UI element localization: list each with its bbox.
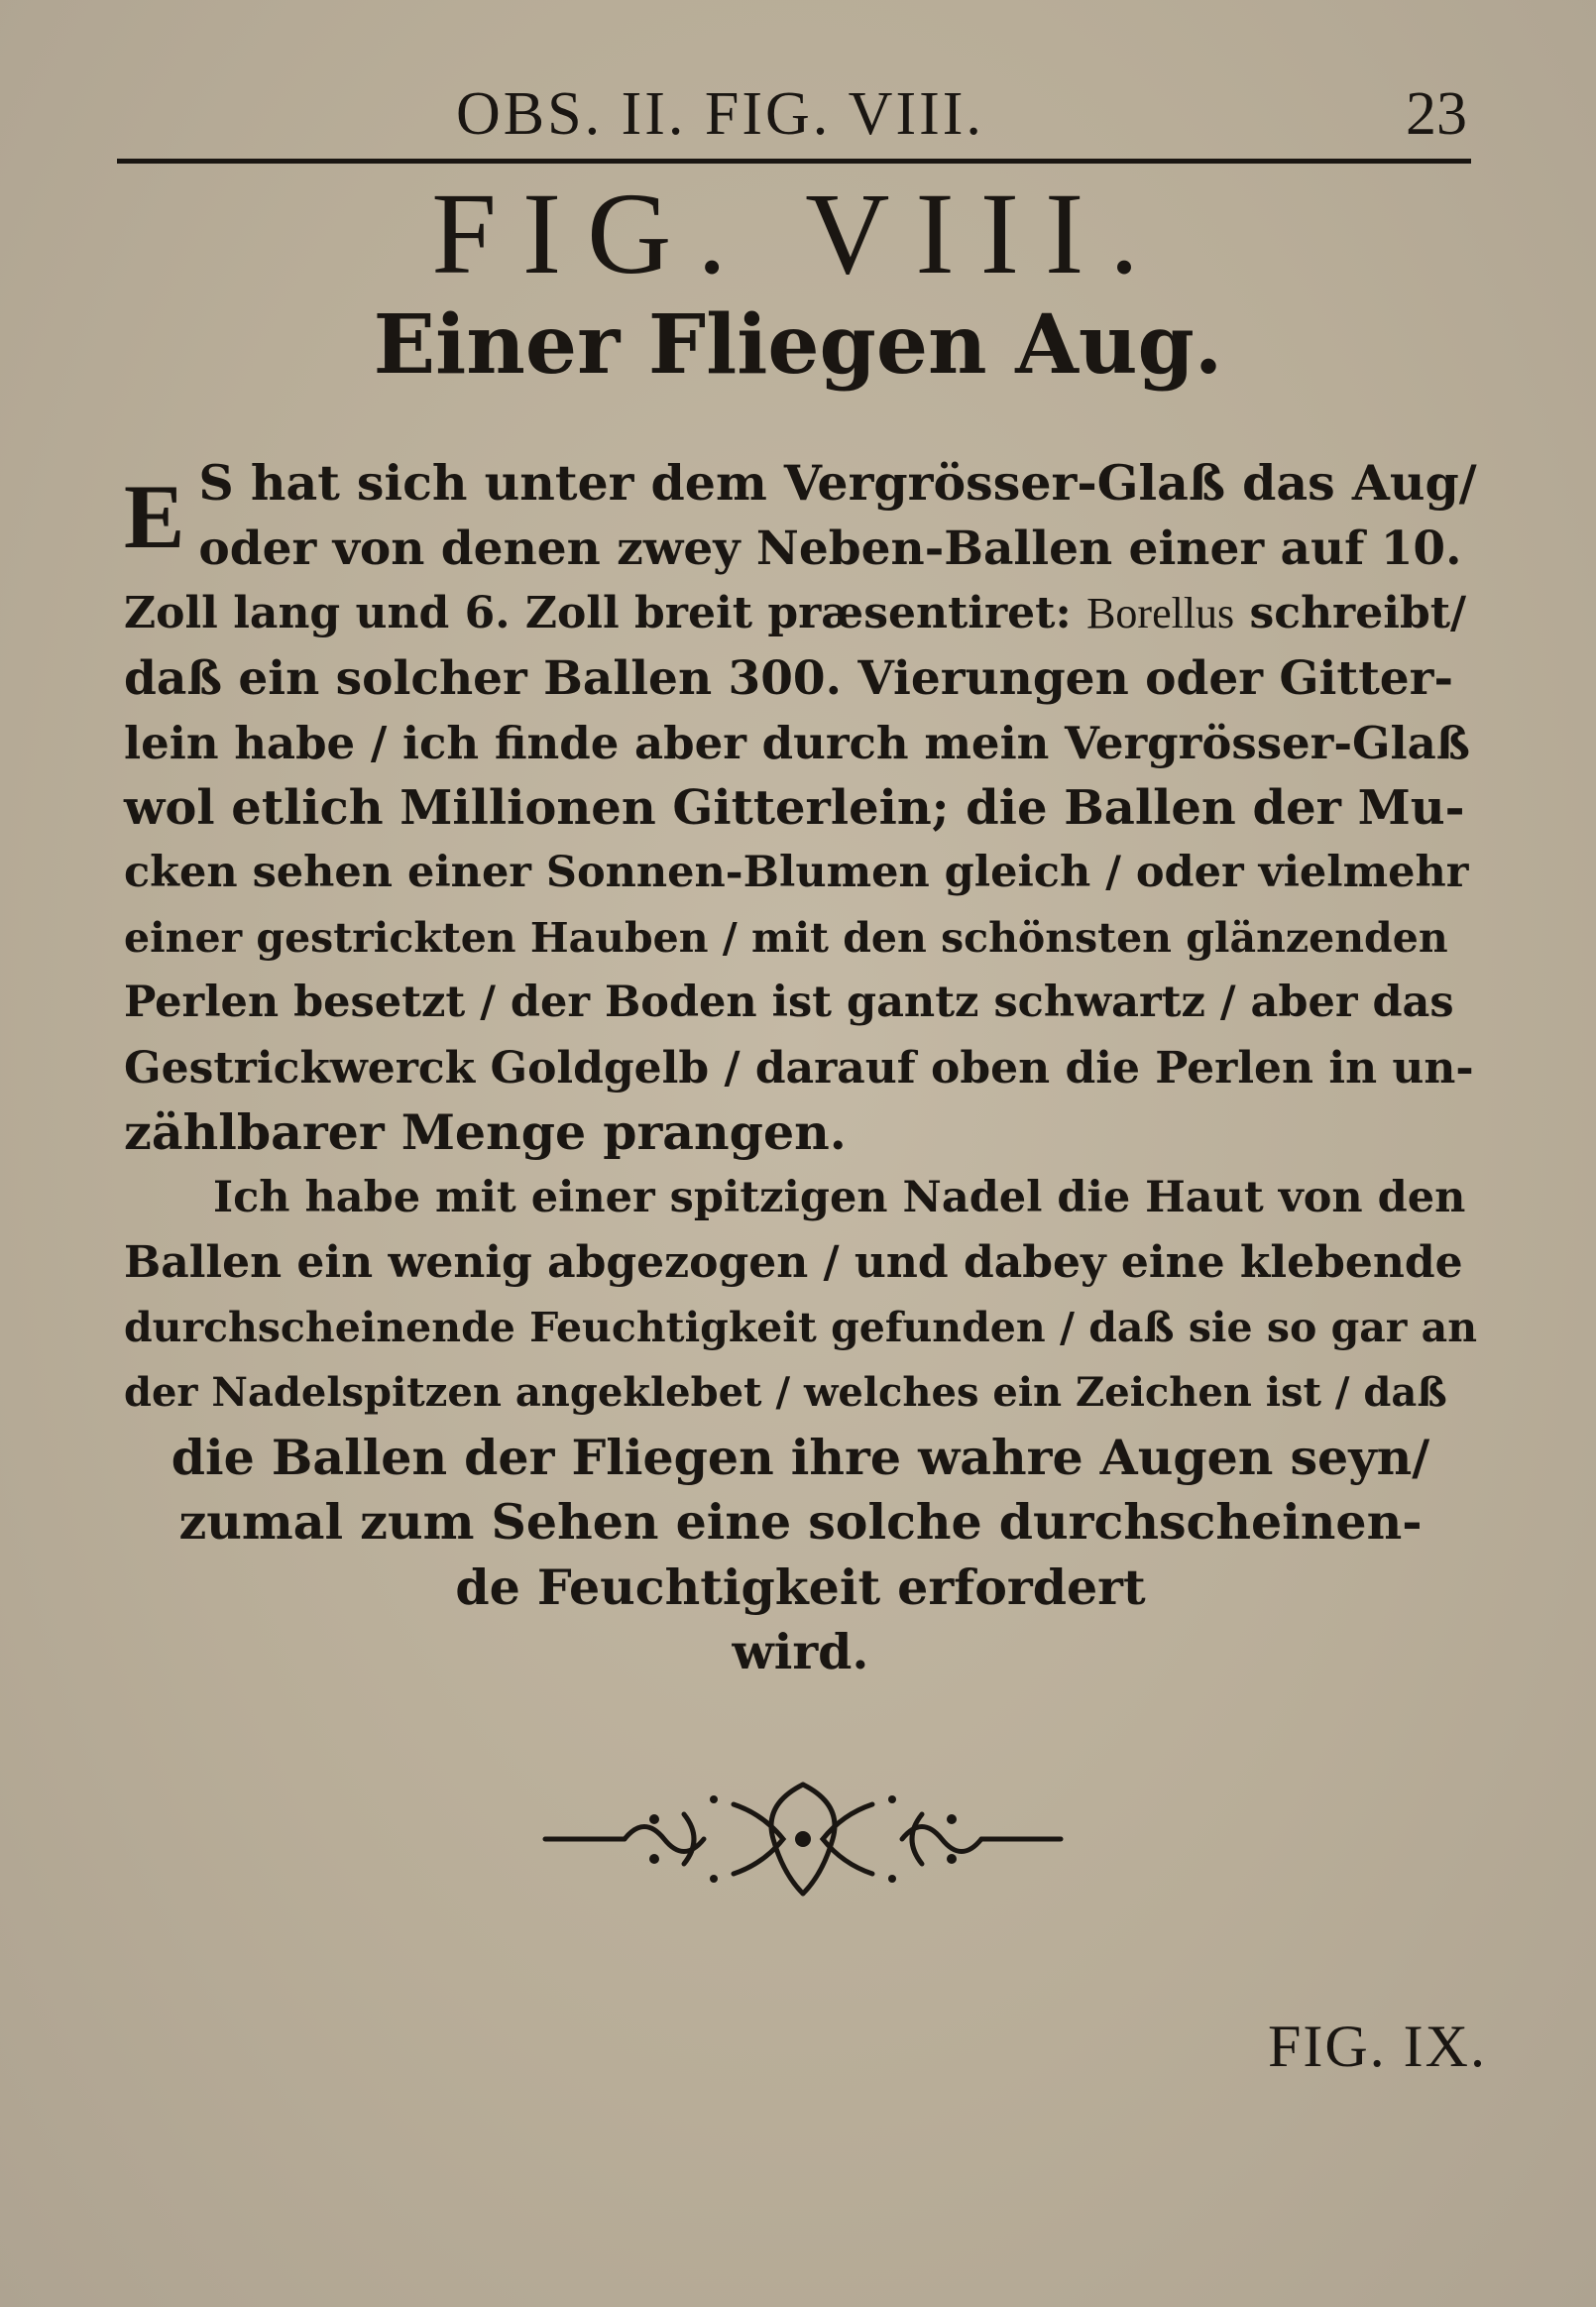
text-line: wol etlich Millionen Gitterlein; die Ballen der Mu- (124, 779, 1465, 836)
text-line: Zoll lang und 6. Zoll breit præsentiret: Borellus schreibt/ (124, 588, 1467, 638)
text-line: der Nadelspitzen angeklebet / welches ein Zeichen ist / daß (124, 1369, 1447, 1416)
next-figure-label: FIG. IX. (1268, 2014, 1487, 2079)
text-line: wird. (732, 1623, 869, 1680)
running-head (119, 79, 1467, 159)
text-line: lein habe / ich finde aber durch mein Vergrösser-Glaß (124, 717, 1470, 769)
text-line: Perlen besetzt / der Boden ist gantz schwartz / aber das (124, 978, 1454, 1027)
text-line: Gestrickwerck Goldgelb / darauf oben die Perlen in un- (124, 1042, 1474, 1094)
running-head-title: OBS. II. FIG. VIII. (456, 80, 984, 148)
text-line: durchscheinende Feuchtigkeit gefunden / daß sie so gar an (124, 1303, 1478, 1351)
header-rule (117, 159, 1471, 164)
text-line: zumal zum Sehen eine solche durchscheinen- (178, 1493, 1423, 1551)
text-line: Ich habe mit einer spitzigen Nadel die Haut von den (213, 1172, 1466, 1222)
text-line: die Ballen der Fliegen ihre wahre Augen seyn/ (171, 1428, 1430, 1486)
drop-cap: E (124, 466, 185, 567)
text-line: zählbarer Menge prangen. (124, 1103, 847, 1161)
page-number: 23 (1406, 80, 1467, 148)
text-line: cken sehen einer Sonnen-Blumen gleich / oder vielmehr (124, 848, 1469, 897)
text-line: de Feuchtigkeit erfordert (455, 1557, 1146, 1616)
body-text (124, 451, 1477, 1685)
latin-name: Borellus (1086, 589, 1235, 637)
text-line: daß ein solcher Ballen 300. Vierungen oder Gitter- (124, 650, 1453, 706)
section-subtitle: Einer Fliegen Aug. (373, 297, 1223, 393)
figure-title: FIG. VIII. (431, 169, 1165, 298)
text-line: Ballen ein wenig abgezogen / und dabey eine klebende (124, 1237, 1463, 1288)
text-line: S hat sich unter dem Vergrösser-Glaß das Aug/ (198, 454, 1477, 512)
text-line: einer gestrickten Hauben / mit den schönsten glänzenden (124, 913, 1448, 962)
printer-ornament (535, 1765, 1071, 1913)
text-line: oder von denen zwey Neben-Ballen einer auf 10. (198, 520, 1462, 576)
